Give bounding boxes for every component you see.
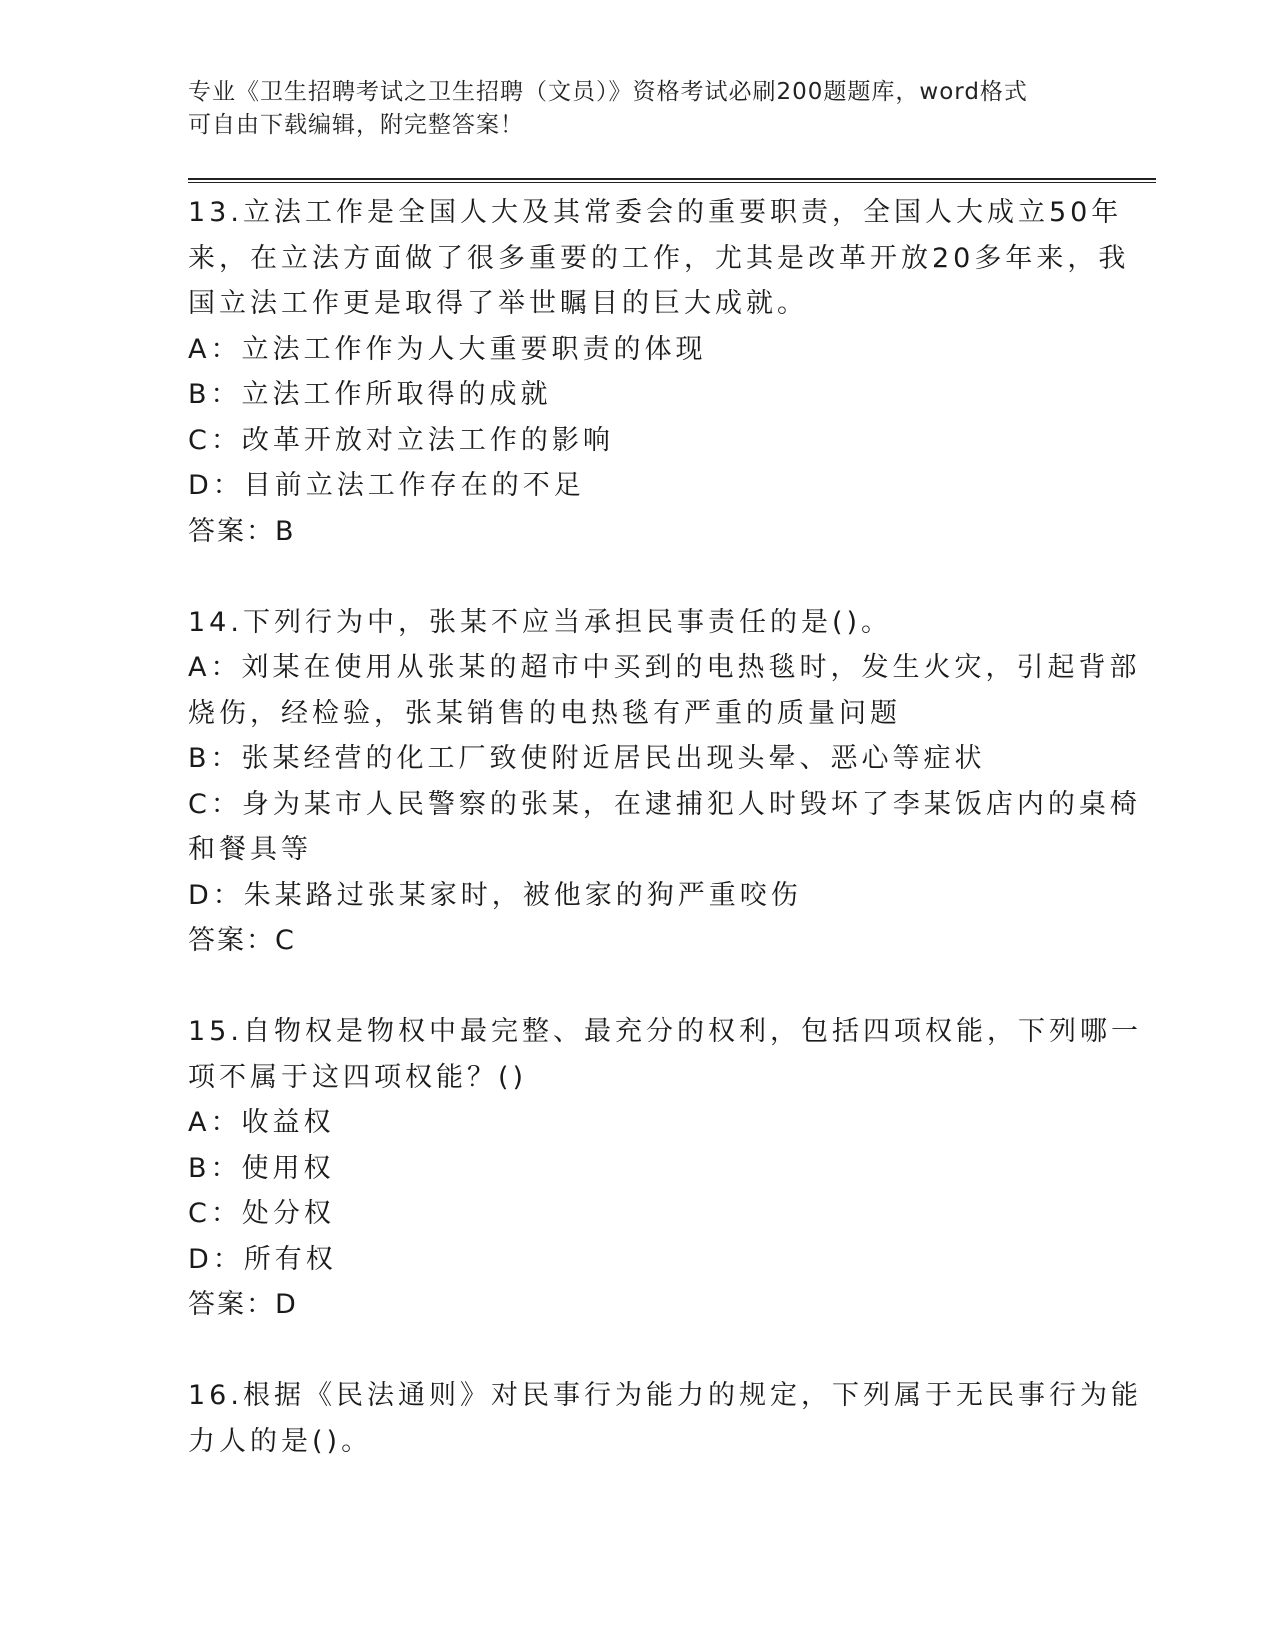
option-a: A：收益权 [188, 1107, 335, 1138]
question-stem-line: 14.下列行为中，张某不应当承担民事责任的是()。 [188, 606, 893, 638]
option-a-continued: 烧伤，经检验，张某销售的电热毯有严重的质量问题 [188, 697, 901, 729]
question-stem-line: 力人的是()。 [188, 1425, 373, 1457]
header-divider [188, 178, 1156, 183]
question-list [188, 190, 1142, 1464]
option-d: D：朱某路过张某家时，被他家的狗严重咬伤 [188, 879, 802, 911]
question-14 [188, 600, 1141, 964]
spacer [188, 1328, 1078, 1374]
option-b: B：张某经营的化工厂致使附近居民出现头晕、恶心等症状 [188, 743, 986, 774]
document-header [188, 76, 1068, 142]
option-c: C：处分权 [188, 1198, 335, 1229]
question-stem-line: 来，在立法方面做了很多重要的工作，尤其是改革开放20多年来，我 [188, 242, 1130, 274]
question-15 [188, 1009, 1142, 1328]
option-d: D：所有权 [188, 1243, 337, 1275]
question-stem-line: 国立法工作更是取得了举世瞩目的巨大成就。 [188, 288, 808, 319]
option-c: C：改革开放对立法工作的影响 [188, 424, 614, 456]
option-a: A：立法工作作为人大重要职责的体现 [188, 333, 707, 365]
header-line-1: 专业《卫生招聘考试之卫生招聘（文员）》资格考试必刷200题题库，word格式 [188, 79, 1028, 105]
question-13 [188, 190, 1130, 554]
spacer [188, 964, 1078, 1010]
spacer [188, 554, 1078, 600]
answer-line: 答案：B [188, 515, 296, 547]
option-c: C：身为某市人民警察的张某，在逮捕犯人时毁坏了李某饭店内的桌椅 [188, 788, 1141, 820]
option-a: A：刘某在使用从张某的超市中买到的电热毯时，发生火灾，引起背部 [188, 652, 1141, 683]
question-16 [188, 1373, 1142, 1464]
question-stem-line: 13.立法工作是全国人大及其常委会的重要职责，全国人大成立50年 [188, 197, 1123, 228]
answer-line: 答案：D [188, 1289, 298, 1320]
question-stem-line: 15.自物权是物权中最完整、最充分的权利，包括四项权能，下列哪一 [188, 1016, 1142, 1047]
option-c-continued: 和餐具等 [188, 834, 312, 865]
answer-line: 答案：C [188, 925, 296, 956]
option-b: B：立法工作所取得的成就 [188, 379, 552, 410]
option-d: D：目前立法工作存在的不足 [188, 470, 585, 501]
question-stem-line: 项不属于这四项权能？() [188, 1061, 528, 1093]
question-stem-line: 16.根据《民法通则》对民事行为能力的规定，下列属于无民事行为能 [188, 1380, 1142, 1411]
header-line-2: 可自由下载编辑，附完整答案！ [188, 112, 524, 138]
option-b: B：使用权 [188, 1152, 335, 1184]
